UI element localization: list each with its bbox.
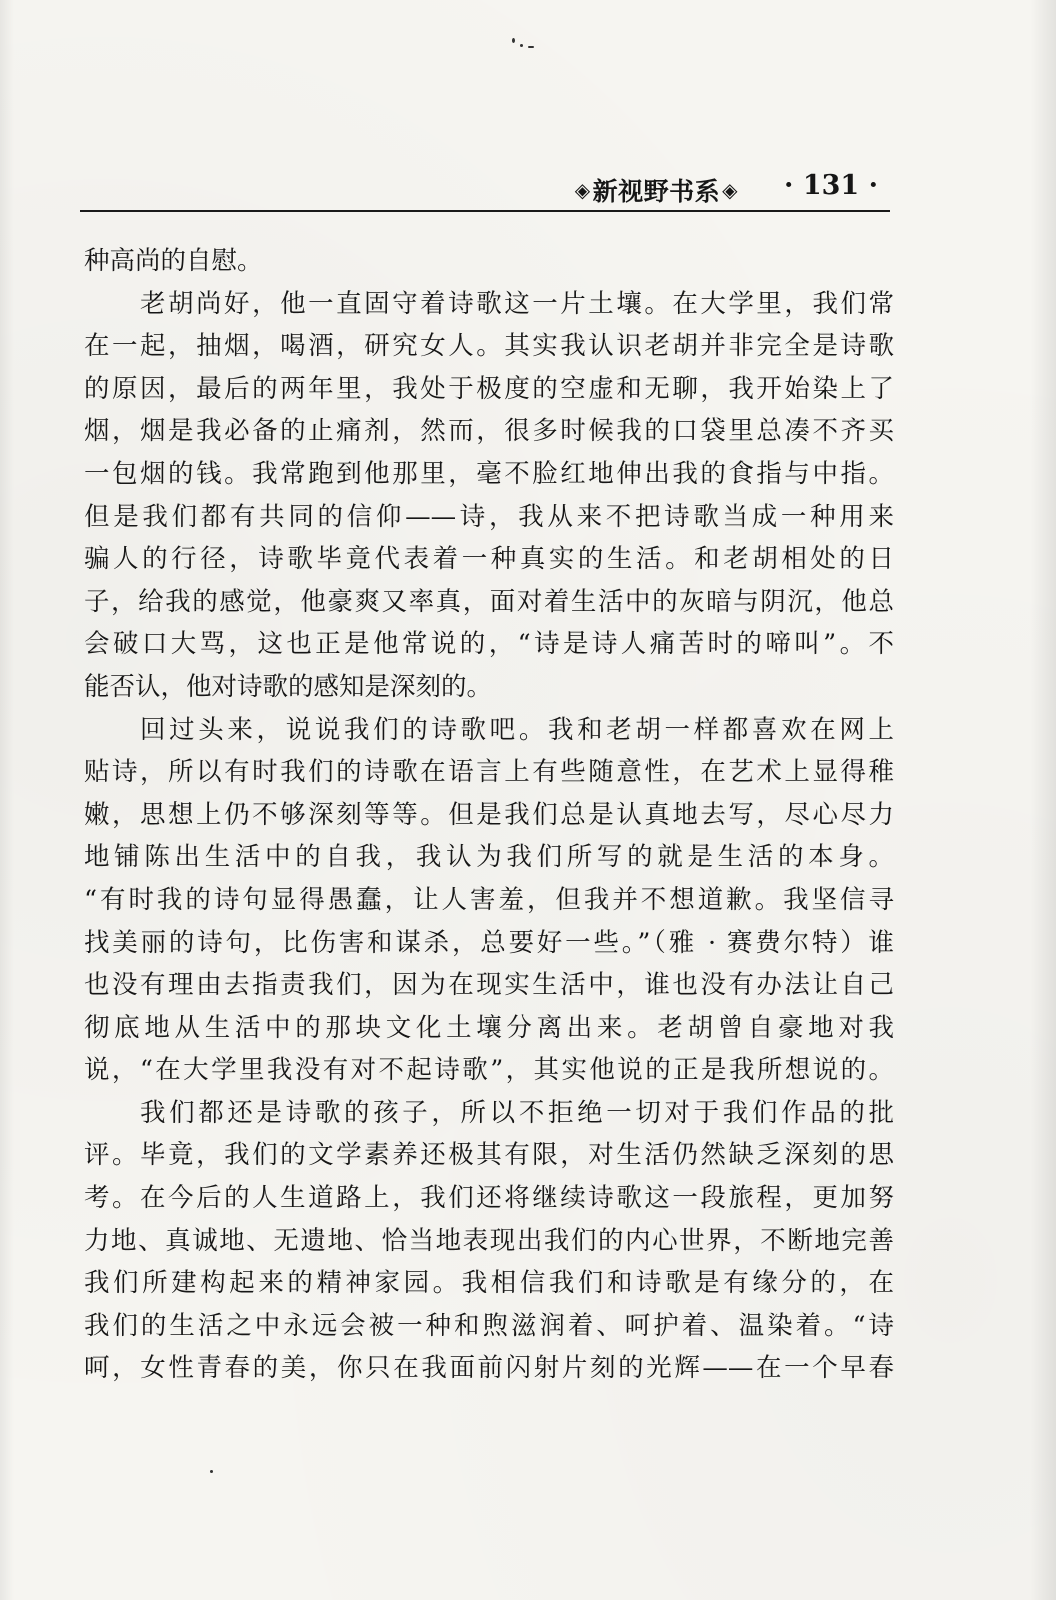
text-line: 也没有理由去指责我们，因为在现实生活中，谁也没有办法让自己: [84, 970, 894, 1001]
diamond-ornament-icon: ◈: [574, 178, 591, 202]
ink-speck: [512, 38, 515, 43]
text-line: 贴诗，所以有时我们的诗歌在语言上有些随意性，在艺术上显得稚: [84, 757, 894, 788]
text-line: 地铺陈出生活中的自我，我认为我们所写的就是生活的本身。: [84, 842, 894, 873]
text-line: 说，“在大学里我没有对不起诗歌”，其实他说的正是我所想说的。: [84, 1055, 894, 1086]
text-line: 评。毕竟，我们的文学素养还极其有限，对生活仍然缺乏深刻的思: [84, 1140, 894, 1171]
text-line: 我们都还是诗歌的孩子，所以不拒绝一切对于我们作品的批: [140, 1097, 894, 1128]
text-line: 彻底地从生活中的那块文化土壤分离出来。老胡曾自豪地对我: [84, 1012, 894, 1043]
text-line: 骗人的行径，诗歌毕竟代表着一种真实的生活。和老胡相处的日: [84, 544, 894, 575]
running-header: [80, 168, 890, 212]
header-rule: [80, 210, 890, 212]
page-edge-shadow-right: [1030, 0, 1056, 1600]
ink-speck: [520, 44, 523, 47]
page-edge-shadow-left: [0, 0, 14, 1600]
text-line: 会破口大骂，这也正是他常说的，“诗是诗人痛苦时的啼叫”。不: [84, 629, 894, 660]
text-line: 的原因，最后的两年里，我处于极度的空虚和无聊，我开始染上了: [84, 373, 894, 404]
text-line: 但是我们都有共同的信仰——诗，我从来不把诗歌当成一种用来: [84, 501, 894, 532]
ink-speck: [528, 46, 534, 48]
ink-speck: [210, 1470, 213, 1473]
text-line: 我们所建构起来的精神家园。我相信我们和诗歌是有缘分的，在: [84, 1268, 894, 1299]
text-line: 呵，女性青春的美，你只在我面前闪射片刻的光辉——在一个早春: [84, 1353, 894, 1384]
text-line: 我们的生活之中永远会被一种和煦滋润着、呵护着、温染着。“诗: [84, 1310, 894, 1341]
series-title: 新视野书系: [592, 177, 721, 206]
diamond-ornament-icon: ◈: [722, 178, 738, 202]
page-number: · 131 ·: [784, 170, 878, 201]
text-line: 考。在今后的人生道路上，我们还将继续诗歌这一段旅程，更加努: [84, 1183, 894, 1214]
body-text: [84, 240, 894, 1390]
text-line: 在一起，抽烟，喝酒，研究女人。其实我认识老胡并非完全是诗歌: [84, 331, 894, 362]
text-line: 一包烟的钱。我常跑到他那里，毫不脸红地伸出我的食指与中指。: [84, 458, 894, 489]
text-line: “有时我的诗句显得愚蠢，让人害羞，但我并不想道歉。我坚信寻: [84, 884, 894, 915]
text-line: 回过头来，说说我们的诗歌吧。我和老胡一样都喜欢在网上: [140, 714, 894, 745]
text-line: 能否认，他对诗歌的感知是深刻的。: [84, 671, 493, 702]
series-title-block: [573, 172, 740, 208]
text-line: 种高尚的自慰。: [84, 246, 263, 276]
text-line: 烟，烟是我必备的止痛剂，然而，很多时候我的口袋里总凑不齐买: [84, 416, 894, 447]
text-line: 老胡尚好，他一直固守着诗歌这一片土壤。在大学里，我们常: [140, 288, 894, 319]
text-line: 嫩，思想上仍不够深刻等等。但是我们总是认真地去写，尽心尽力: [84, 799, 894, 830]
text-line: 找美丽的诗句，比伤害和谋杀，总要好一些。”（雅 · 赛费尔特）谁: [84, 927, 894, 958]
text-line: 子，给我的感觉，他豪爽又率真，面对着生活中的灰暗与阴沉，他总: [84, 586, 894, 617]
text-line: 力地、真诚地、无遗地、恰当地表现出我们的内心世界，不断地完善: [84, 1225, 894, 1256]
